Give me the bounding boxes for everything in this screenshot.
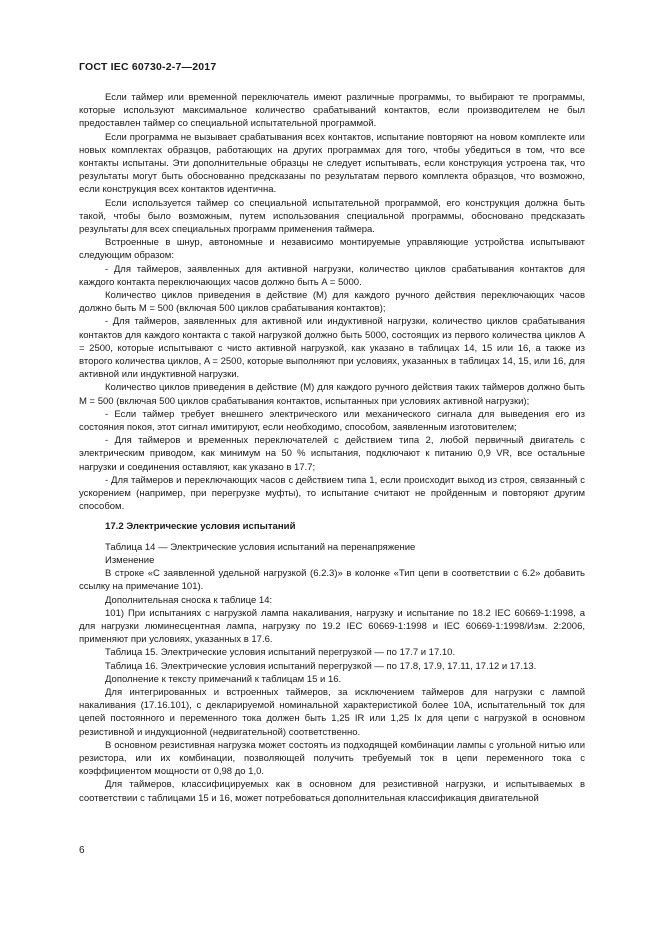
- paragraph: Дополнение к тексту примечаний к таблицам 15 и 16.: [105, 673, 342, 685]
- paragraph: Встроенные в шнур, автономные и независимо монтируемые управляющие устройства испытывают следующим образом:: [79, 237, 585, 262]
- list-item: - Для таймеров, заявленных для активной или индуктивной нагрузки, количество циклов срабатывания контактов для каждого контакта с такой нагрузкой должно быть 5000, состоящих из первого количества циклов A = 2500, которые испытывают с чисто активной нагрузкой, как указано в таблицах 14, 15 или 16, а также из второго количества циклов, A = 2500, которые выполняют при условиях, указанных в таблицах 14, 15, или 16, для активной или индуктивной нагрузки.: [79, 316, 585, 381]
- section-title: 17.2 Электрические условия испытаний: [105, 520, 296, 532]
- paragraph: Если используется таймер со специальной испытательной программой, его конструкция должна быть такой, чтобы было возможным, путем использования специальной программы, обосновано предсказать результаты для всех специальных программ применения таймера.: [79, 197, 585, 236]
- document-body: [79, 91, 585, 805]
- paragraph: Количество циклов приведения в действие (M) для каждого ручного действия таких таймеров должно быть M = 500 (включая 500 циклов срабатывания контактов, испытанных при условиях активной нагрузки);: [79, 382, 585, 407]
- page-number: 6: [79, 845, 85, 856]
- paragraph: Если программа не вызывает срабатывания всех контактов, испытание повторяют на новом комплекте или новых комплектах образцов, работающих на других программах для того, чтобы убедиться в том, что все контакты испытаны. Эти дополнительные образцы не следует испытывать, если конструкция устроена так, что результаты могут быть обоснованно предсказаны по результатам первого комплекта образцов, что возможно, если конструкция всех контактов идентична.: [79, 131, 585, 196]
- paragraph: В строке «С заявленной удельной нагрузкой (6.2.3)» в колонке «Тип цепи в соответствии с 6.2» добавить ссылку на примечание 101).: [79, 568, 585, 593]
- list-item: - Если таймер требует внешнего электрического или механического сигнала для выведения его из состояния покоя, этот сигнал имитируют, если необходимо, способом, заявленным изготовителем;: [79, 408, 585, 434]
- paragraph: Дополнительная сноска к таблице 14:: [105, 594, 273, 606]
- list-item: - Для таймеров и временных переключателей с действием типа 2, любой первичный двигатель с электрическим приводом, как минимум на 50 % испытания, подключают к питанию 0,9 VR, все остальные нагрузки и соединения оставляют, как указано в 17.7;: [79, 435, 585, 473]
- paragraph: Для таймеров, классифицируемых как в основном для резистивной нагрузки, и испытываемых в соответствии с таблицами 15 и 16, может потребоваться дополнительная классификация двигательной: [79, 779, 585, 804]
- paragraph: Таблица 15. Электрические условия испытаний перегрузкой — по 17.7 и 17.10.: [105, 647, 456, 659]
- paragraph: Таблица 14 — Электрические условия испытаний на перенапряжение: [105, 541, 416, 553]
- list-item: - Для таймеров, заявленных для активной нагрузки, количество циклов срабатывания контактов для каждого контакта переключающих часов должно быть A = 5000.: [79, 263, 585, 288]
- paragraph: В основном резистивная нагрузка может состоять из подходящей комбинации лампы с угольной нитью или резистора, или их комбинации, позволяющей получить требуемый ток в цепи переменного тока с коэффициентом мощности от 0,98 до 1,0.: [79, 739, 585, 778]
- paragraph: Таблица 16. Электрические условия испытаний перегрузкой — по 17.8, 17.9, 17.11, 17.12 и 17.13.: [105, 660, 537, 672]
- paragraph: Если таймер или временной переключатель имеют различные программы, то выбирают те программы, которые используют максимальное количество срабатываний контактов, если производителем не был предоставлен таймер со специальной испытательной программой.: [79, 92, 585, 130]
- footnote: 101) При испытаниях с нагрузкой лампа накаливания, нагрузку и испытание по 18.2 IEC 60669-1:1998, а для нагрузки люминесцентная лампа, нагрузку по 19.2 IEC 60669-1:1998 и IEC 60669-1:1998/Изм. 2:2006, применяют при условиях, указанных в 17.6.: [79, 607, 585, 646]
- paragraph: Количество циклов приведения в действие (M) для каждого ручного действия переключающих часов должно быть M = 500 (включая 500 циклов срабатывания контактов);: [79, 290, 585, 315]
- list-item: - Для таймеров и переключающих часов с действием типа 1, если происходит выход из строя, связанный с ускорением (например, при перегрузке муфты), то испытание считают не пройденным и повторяют другим способом.: [79, 474, 585, 513]
- paragraph: Изменение: [105, 554, 155, 566]
- document-header: ГОСТ IEC 60730-2-7—2017: [79, 61, 217, 73]
- paragraph: Для интегрированных и встроенных таймеров, за исключением таймеров для нагрузки с лампой накаливания (17.16.101), с декларируемой номинальной характеристикой более 10А, испытательный ток для цепей постоянного и переменного тока должен быть 1,25 IR или 1,25 Ix для цепи с нагрузкой в основном резистивной и индукционной (недвигательной) соответственно.: [79, 686, 585, 738]
